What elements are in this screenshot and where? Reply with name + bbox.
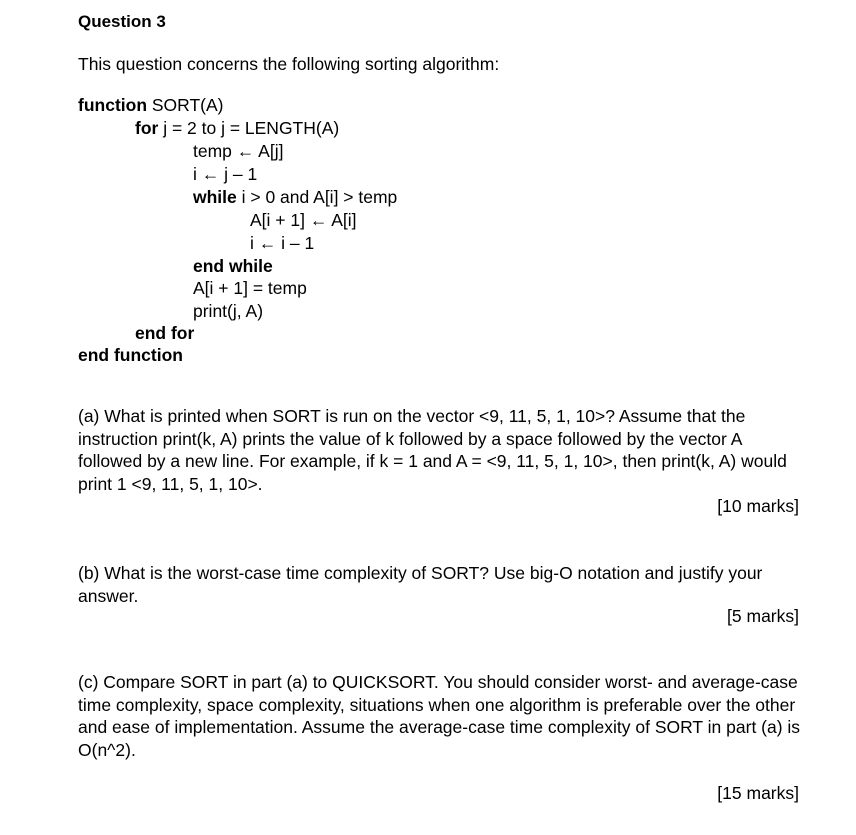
code-line-end-for: end for <box>135 323 195 343</box>
code-text: i > 0 and A[i] > temp <box>236 187 398 207</box>
code-text: j = 2 to j = LENGTH(A) <box>158 118 340 138</box>
part-c-marks: [15 marks] <box>717 783 799 803</box>
code-line-shift: A[i + 1] ← A[i] <box>250 210 357 230</box>
question-title: Question 3 <box>78 12 166 31</box>
part-b-text: (b) What is the worst-case time complexity of SORT? Use big-O notation and justify your answer. <box>78 563 763 606</box>
code-line-for <box>135 117 339 139</box>
code-line-end-while: end while <box>193 256 273 276</box>
part-a-text: (a) What is printed when SORT is run on the vector <9, 11, 5, 1, 10>? Assume that the instruction print(k, A) prints the value of k followed by a space followed by the vector A followed by a new line. For example, if k = 1 and A = <9, 11, 5, 1, 10>, then print(k, A) would print 1 <9, 11, 5, 1, 10>. <box>78 406 787 494</box>
code-line-end-function: end function <box>78 345 183 365</box>
part-c-text: (c) Compare SORT in part (a) to QUICKSORT. You should consider worst- and average-case time complexity, space complexity, situations when one algorithm is preferable over the other and ease of implementation. Assume the average-case time complexity of SORT in part (a) is O(n^2). <box>78 672 801 760</box>
code-line-print: print(j, A) <box>193 301 264 321</box>
code-line-temp: temp ← A[j] <box>193 141 284 161</box>
code-line-decrement: i ← i – 1 <box>250 233 315 253</box>
code-text: SORT(A) <box>147 95 224 115</box>
keyword-function: function <box>78 95 148 115</box>
code-line-insert: A[i + 1] = temp <box>193 278 307 298</box>
part-b-marks: [5 marks] <box>727 606 799 626</box>
keyword-for: for <box>135 118 159 138</box>
code-line-i-assign: i ← j – 1 <box>193 164 258 184</box>
keyword-while: while <box>193 187 237 207</box>
code-line-while <box>193 186 397 208</box>
part-a-marks: [10 marks] <box>717 496 799 516</box>
question-intro: This question concerns the following sorting algorithm: <box>78 54 500 74</box>
code-line-function <box>78 94 224 116</box>
